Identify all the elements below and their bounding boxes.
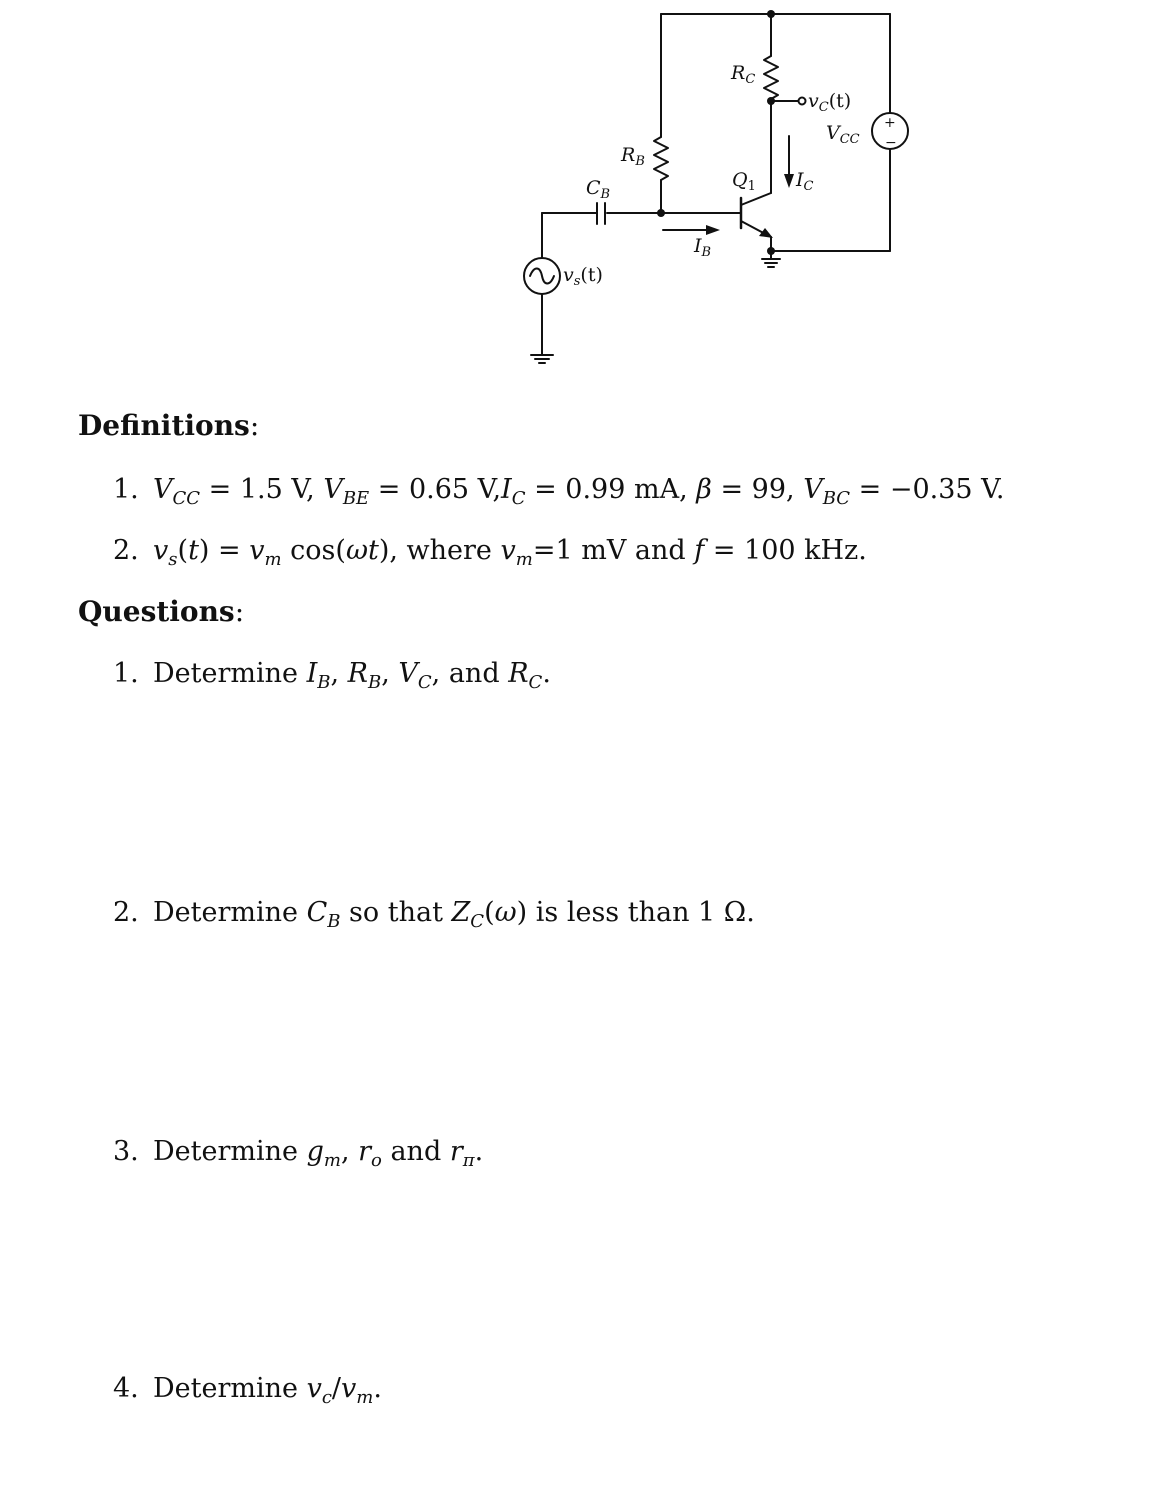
ic-label: $I_C$	[796, 169, 814, 194]
collector-junction-dot	[767, 97, 775, 105]
definition-item-2: 2. $v_s(t) = v_m$ cos(ωt), where $v_m=1$ mV and f = 100 kHz.	[113, 535, 867, 570]
ib-label: $I_B$	[694, 235, 712, 260]
definition-item-1: 1. $V_{CC} = 1.5$ V, $V_{BE} = 0.65$ $V,I_C = 0.99$ mA, β = 99, $V_{BC} = -0.35$ V.	[113, 474, 1005, 509]
vs-sine-symbol	[530, 269, 554, 284]
bjt-amplifier-circuit-diagram	[0, 0, 1170, 380]
question-item-2: 2. Determine $C_B$ so that $Z_C(\omega)$ is less than 1 Ω.	[113, 897, 755, 932]
rc-resistor	[764, 56, 778, 99]
cb-label: $C_B$	[586, 177, 611, 202]
vc-output-terminal	[799, 98, 806, 105]
vs-label: $v_s(t)$	[563, 264, 603, 289]
questions-heading: Questions:	[78, 595, 245, 628]
rb-resistor	[654, 137, 668, 180]
ib-arrowhead	[706, 225, 720, 235]
question-item-3: 3. Determine $g_m$, $r_o$ and $r_\pi$.	[113, 1136, 484, 1171]
base-junction-dot	[657, 209, 665, 217]
definitions-heading: Definitions:	[78, 409, 260, 442]
emitter-arrowhead	[759, 228, 773, 238]
rc-label: $R_C$	[731, 62, 756, 87]
vcc-label: $V_{CC}$	[826, 122, 860, 147]
ic-arrowhead	[784, 174, 794, 188]
vcc-plus-sign: +	[884, 115, 896, 131]
q1-label: $Q_1$	[732, 169, 756, 194]
rb-label: $R_B$	[621, 144, 645, 169]
question-item-1: 1. Determine $I_B$, $R_B$, $V_C$, and $R_C$.	[113, 658, 551, 693]
question-item-4: 4. Determine $v_c/v_m$.	[113, 1373, 382, 1408]
vcc-minus-sign: −	[885, 135, 897, 151]
collector-diagonal	[741, 193, 771, 205]
top-junction-dot	[767, 10, 775, 18]
emitter-junction-dot	[767, 247, 775, 255]
vc-output-label: $v_C(t)$	[808, 90, 852, 115]
